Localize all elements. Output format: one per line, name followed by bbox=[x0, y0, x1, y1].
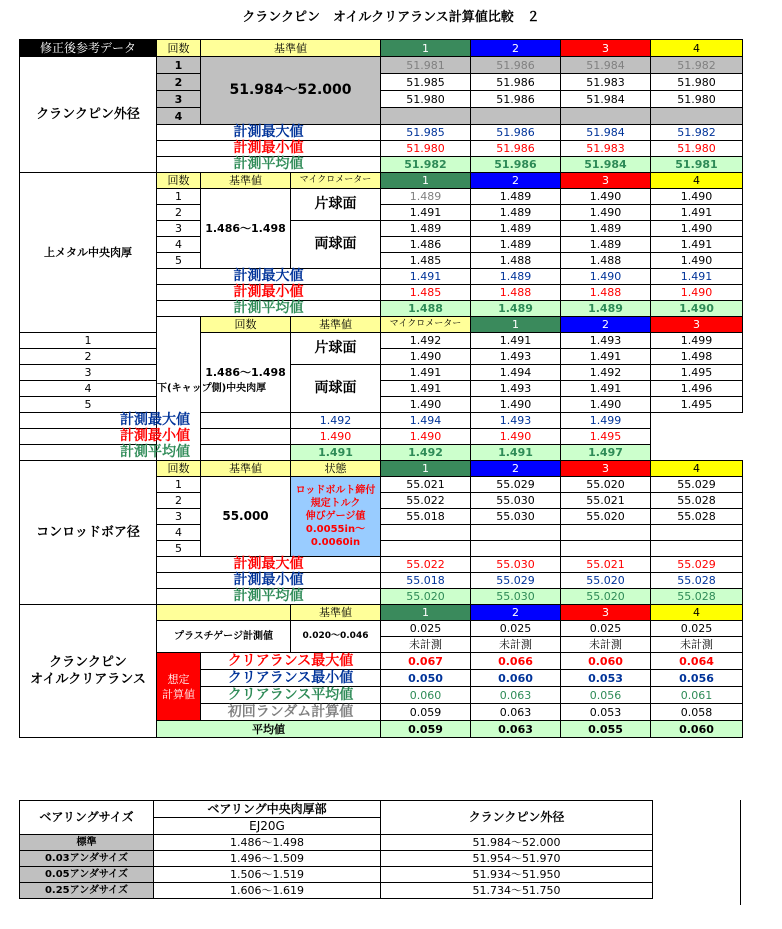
col-4-header: 4 bbox=[651, 461, 743, 477]
col-3-header: 3 bbox=[561, 461, 651, 477]
clearance-avg: 0.063 bbox=[471, 687, 561, 704]
col-1-header: 1 bbox=[381, 461, 471, 477]
lower-avg: 1.491 bbox=[471, 445, 561, 461]
lower-avg: 1.492 bbox=[381, 445, 471, 461]
bearing-pin: 51.734～51.750 bbox=[381, 883, 653, 899]
crankpin-min: 51.980 bbox=[651, 141, 743, 157]
estimate-line: 計算値 bbox=[162, 687, 195, 701]
lower-value: 1.495 bbox=[651, 365, 743, 381]
col-3-header: 3 bbox=[561, 605, 651, 621]
lower-value: 1.493 bbox=[561, 333, 651, 349]
bearing-center-header: ベアリング中央肉厚部 bbox=[154, 801, 381, 818]
conrod-value: 55.028 bbox=[651, 509, 743, 525]
conrod-max-label: 計測最大値 bbox=[157, 557, 381, 573]
row-number: 2 bbox=[157, 493, 201, 509]
conrod-avg: 55.030 bbox=[471, 589, 561, 605]
bearing-size: 0.03アンダサイズ bbox=[20, 851, 154, 867]
upper-avg-label: 計測平均値 bbox=[157, 301, 381, 317]
clearance-min: 0.060 bbox=[471, 670, 561, 687]
crankpin-value: 51.986 bbox=[471, 74, 561, 91]
lower-avg-label: 計測平均値 bbox=[20, 445, 291, 461]
crankpin-value: 51.981 bbox=[381, 57, 471, 74]
upper-value: 1.490 bbox=[651, 189, 743, 205]
state-line: 規定トルク bbox=[310, 498, 361, 509]
lower-standard: 1.486～1.498 bbox=[201, 333, 291, 413]
row-number: 2 bbox=[157, 74, 201, 91]
conrod-value bbox=[381, 541, 471, 557]
conrod-section-label: コンロッドボア径 bbox=[20, 461, 157, 605]
crankpin-min: 51.980 bbox=[381, 141, 471, 157]
clearance-min: 0.053 bbox=[561, 670, 651, 687]
upper-value: 1.488 bbox=[561, 253, 651, 269]
bearing-pin: 51.984～52.000 bbox=[381, 835, 653, 851]
crankpin-avg: 51.984 bbox=[561, 157, 651, 173]
upper-max: 1.490 bbox=[561, 269, 651, 285]
divider-line bbox=[740, 800, 741, 905]
crankpin-max: 51.984 bbox=[561, 125, 651, 141]
conrod-min: 55.020 bbox=[561, 573, 651, 589]
lower-max: 1.493 bbox=[471, 413, 561, 429]
conrod-value: 55.029 bbox=[471, 477, 561, 493]
upper-avg: 1.490 bbox=[651, 301, 743, 317]
clearance-max-label: クリアランス最大値 bbox=[201, 653, 381, 670]
col-2-header: 2 bbox=[471, 461, 561, 477]
state-line: 0.0060in bbox=[310, 537, 361, 548]
crankpin-value: 51.980 bbox=[651, 74, 743, 91]
col-2-header: 2 bbox=[471, 40, 561, 57]
clearance-name-line: クランクピン bbox=[49, 655, 127, 670]
crankpin-value: 51.986 bbox=[471, 57, 561, 74]
upper-value: 1.491 bbox=[381, 205, 471, 221]
plastigauge-value: 0.025 bbox=[471, 621, 561, 637]
crankpin-value: 51.985 bbox=[381, 74, 471, 91]
random-calc-label: 初回ランダム計算値 bbox=[201, 704, 381, 721]
clearance-max: 0.067 bbox=[381, 653, 471, 670]
crankpin-avg-label: 計測平均値 bbox=[157, 157, 381, 173]
crankpin-value: 51.986 bbox=[471, 91, 561, 108]
upper-min: 1.490 bbox=[651, 285, 743, 301]
conrod-min: 55.029 bbox=[471, 573, 561, 589]
col-3-header: 3 bbox=[651, 317, 743, 333]
plastigauge-note: 未計測 bbox=[651, 637, 743, 653]
clearance-avg: 0.060 bbox=[381, 687, 471, 704]
upper-value: 1.491 bbox=[651, 205, 743, 221]
col-4-header: 4 bbox=[651, 40, 743, 57]
standard-header: 基準値 bbox=[201, 173, 291, 189]
bearing-size: 標準 bbox=[20, 835, 154, 851]
plastigauge-value: 0.025 bbox=[561, 621, 651, 637]
upper-value: 1.489 bbox=[471, 205, 561, 221]
upper-value: 1.491 bbox=[651, 237, 743, 253]
conrod-value: 55.029 bbox=[651, 477, 743, 493]
upper-min: 1.488 bbox=[561, 285, 651, 301]
lower-value: 1.496 bbox=[651, 381, 743, 397]
plastigauge-value: 0.025 bbox=[381, 621, 471, 637]
lower-min: 1.490 bbox=[381, 429, 471, 445]
upper-min-label: 計測最小値 bbox=[157, 285, 381, 301]
upper-avg: 1.489 bbox=[471, 301, 561, 317]
lower-max: 1.499 bbox=[561, 413, 651, 429]
standard-header: 基準値 bbox=[201, 40, 381, 57]
conrod-value bbox=[651, 541, 743, 557]
lower-min-label: 計測最小値 bbox=[20, 429, 291, 445]
lower-value: 1.492 bbox=[381, 333, 471, 349]
crankpin-avg: 51.982 bbox=[381, 157, 471, 173]
lower-value: 1.491 bbox=[561, 349, 651, 365]
clearance-max: 0.060 bbox=[561, 653, 651, 670]
conrod-min: 55.028 bbox=[651, 573, 743, 589]
lower-value: 1.491 bbox=[471, 333, 561, 349]
row-number: 4 bbox=[157, 237, 201, 253]
bearing-size: 0.05アンダサイズ bbox=[20, 867, 154, 883]
crankpin-value bbox=[471, 108, 561, 125]
clearance-name-line: オイルクリアランス bbox=[30, 672, 146, 687]
bearing-center: 1.606～1.619 bbox=[154, 883, 381, 899]
conrod-avg: 55.028 bbox=[651, 589, 743, 605]
bearing-pin-header: クランクピン外径 bbox=[381, 801, 653, 835]
crankpin-value: 51.983 bbox=[561, 74, 651, 91]
lower-max-label: 計測最大値 bbox=[20, 413, 291, 429]
upper-max: 1.491 bbox=[381, 269, 471, 285]
mean-label: 平均値 bbox=[157, 721, 381, 738]
clearance-min-label: クリアランス最小値 bbox=[201, 670, 381, 687]
plastigauge-value: 0.025 bbox=[651, 621, 743, 637]
conrod-value bbox=[561, 541, 651, 557]
conrod-max: 55.022 bbox=[381, 557, 471, 573]
conrod-value: 55.020 bbox=[561, 509, 651, 525]
clearance-avg: 0.061 bbox=[651, 687, 743, 704]
plastigauge-note: 未計測 bbox=[381, 637, 471, 653]
col-2-header: 2 bbox=[471, 173, 561, 189]
col-4-header: 4 bbox=[651, 173, 743, 189]
crankpin-section-label: クランクピン外径 bbox=[20, 57, 157, 173]
upper-double-sphere: 両球面 bbox=[291, 221, 381, 269]
conrod-avg: 55.020 bbox=[561, 589, 651, 605]
lower-value: 1.490 bbox=[471, 397, 561, 413]
plastigauge-range: 0.020～0.046 bbox=[291, 621, 381, 653]
clearance-avg: 0.056 bbox=[561, 687, 651, 704]
upper-max: 1.491 bbox=[651, 269, 743, 285]
plastigauge-note: 未計測 bbox=[471, 637, 561, 653]
lower-value: 1.499 bbox=[651, 333, 743, 349]
state-line: 伸びゲージ値 bbox=[305, 511, 366, 522]
crankpin-min: 51.986 bbox=[471, 141, 561, 157]
clearance-min: 0.050 bbox=[381, 670, 471, 687]
mean-value: 0.063 bbox=[471, 721, 561, 738]
crankpin-max: 51.986 bbox=[471, 125, 561, 141]
lower-value: 1.493 bbox=[471, 381, 561, 397]
col-1-header: 1 bbox=[381, 173, 471, 189]
col-3-header: 3 bbox=[561, 40, 651, 57]
row-number: 1 bbox=[157, 57, 201, 74]
upper-value: 1.489 bbox=[471, 189, 561, 205]
row-number: 1 bbox=[20, 333, 157, 349]
clearance-section-label bbox=[20, 605, 157, 738]
upper-value: 1.490 bbox=[561, 189, 651, 205]
lower-value: 1.495 bbox=[651, 397, 743, 413]
bearing-pin: 51.954～51.970 bbox=[381, 851, 653, 867]
lower-double-sphere: 両球面 bbox=[291, 365, 381, 413]
conrod-value: 55.028 bbox=[651, 493, 743, 509]
conrod-value: 55.030 bbox=[471, 509, 561, 525]
estimate-label bbox=[157, 653, 201, 721]
lower-min: 1.490 bbox=[291, 429, 381, 445]
conrod-max: 55.030 bbox=[471, 557, 561, 573]
count-header: 回数 bbox=[157, 40, 201, 57]
crankpin-avg: 51.986 bbox=[471, 157, 561, 173]
count-header: 回数 bbox=[157, 461, 201, 477]
conrod-value: 55.020 bbox=[561, 477, 651, 493]
crankpin-value bbox=[561, 108, 651, 125]
lower-value: 1.490 bbox=[381, 349, 471, 365]
crankpin-max-label: 計測最大値 bbox=[157, 125, 381, 141]
ref-data-header: 修正後参考データ bbox=[20, 40, 157, 57]
standard-header: 基準値 bbox=[291, 605, 381, 621]
row-number: 3 bbox=[157, 221, 201, 237]
upper-standard: 1.486～1.498 bbox=[201, 189, 291, 269]
row-number: 1 bbox=[157, 477, 201, 493]
upper-value: 1.489 bbox=[471, 221, 561, 237]
upper-value: 1.488 bbox=[471, 253, 561, 269]
conrod-min-label: 計測最小値 bbox=[157, 573, 381, 589]
lower-value: 1.491 bbox=[561, 381, 651, 397]
upper-value: 1.489 bbox=[381, 189, 471, 205]
row-number: 3 bbox=[157, 91, 201, 108]
mean-value: 0.059 bbox=[381, 721, 471, 738]
clearance-max: 0.064 bbox=[651, 653, 743, 670]
plastigauge-note: 未計測 bbox=[561, 637, 651, 653]
state-header: 状態 bbox=[291, 461, 381, 477]
crankpin-value: 51.982 bbox=[651, 57, 743, 74]
state-line: ロッドボルト締付 bbox=[295, 485, 376, 496]
row-number: 4 bbox=[20, 381, 157, 397]
upper-max-label: 計測最大値 bbox=[157, 269, 381, 285]
col-1-header: 1 bbox=[381, 40, 471, 57]
bearing-size-header: ベアリングサイズ bbox=[20, 801, 154, 835]
upper-section-label: 上メタル中央肉厚 bbox=[20, 173, 157, 333]
clearance-table bbox=[19, 39, 743, 738]
upper-max: 1.489 bbox=[471, 269, 561, 285]
conrod-avg-label: 計測平均値 bbox=[157, 589, 381, 605]
conrod-value: 55.030 bbox=[471, 493, 561, 509]
crankpin-value: 51.984 bbox=[561, 57, 651, 74]
conrod-value bbox=[471, 541, 561, 557]
page-title: クランクピン オイルクリアランス計算値比較 ２ bbox=[242, 10, 540, 25]
bearing-center: 1.506～1.519 bbox=[154, 867, 381, 883]
lower-value: 1.491 bbox=[381, 381, 471, 397]
lower-value: 1.492 bbox=[561, 365, 651, 381]
conrod-value: 55.022 bbox=[381, 493, 471, 509]
crankpin-value: 51.980 bbox=[651, 91, 743, 108]
conrod-value bbox=[471, 525, 561, 541]
lower-min: 1.490 bbox=[471, 429, 561, 445]
crankpin-value bbox=[381, 108, 471, 125]
col-3-header: 3 bbox=[561, 173, 651, 189]
estimate-line: 想定 bbox=[167, 672, 190, 686]
engine-code: EJ20G bbox=[154, 818, 381, 835]
row-number: 5 bbox=[20, 397, 157, 413]
random-calc: 0.059 bbox=[381, 704, 471, 721]
lower-value: 1.490 bbox=[561, 397, 651, 413]
upper-value: 1.489 bbox=[561, 221, 651, 237]
lower-value: 1.498 bbox=[651, 349, 743, 365]
lower-avg: 1.497 bbox=[561, 445, 651, 461]
lower-value: 1.494 bbox=[471, 365, 561, 381]
crankpin-standard: 51.984～52.000 bbox=[201, 57, 381, 125]
col-2-header: 2 bbox=[471, 605, 561, 621]
bearing-size-table bbox=[19, 800, 653, 899]
lower-avg: 1.491 bbox=[291, 445, 381, 461]
upper-value: 1.490 bbox=[561, 205, 651, 221]
row-number: 1 bbox=[157, 189, 201, 205]
crankpin-min-label: 計測最小値 bbox=[157, 141, 381, 157]
crankpin-value: 51.980 bbox=[381, 91, 471, 108]
lower-section-label: 下(キャップ側)中央肉厚 bbox=[157, 317, 201, 461]
crankpin-avg: 51.981 bbox=[651, 157, 743, 173]
upper-avg: 1.489 bbox=[561, 301, 651, 317]
col-1-header: 1 bbox=[381, 605, 471, 621]
upper-value: 1.490 bbox=[651, 253, 743, 269]
clearance-blank bbox=[157, 605, 291, 621]
mean-value: 0.060 bbox=[651, 721, 743, 738]
standard-header: 基準値 bbox=[201, 461, 291, 477]
conrod-value bbox=[561, 525, 651, 541]
row-number: 3 bbox=[157, 509, 201, 525]
row-number: 5 bbox=[157, 253, 201, 269]
upper-single-sphere: 片球面 bbox=[291, 189, 381, 221]
col-1-header: 1 bbox=[471, 317, 561, 333]
conrod-value: 55.021 bbox=[381, 477, 471, 493]
conrod-max: 55.021 bbox=[561, 557, 651, 573]
bearing-size: 0.25アンダサイズ bbox=[20, 883, 154, 899]
upper-value: 1.486 bbox=[381, 237, 471, 253]
lower-value: 1.490 bbox=[381, 397, 471, 413]
bearing-pin: 51.934～51.950 bbox=[381, 867, 653, 883]
conrod-value: 55.021 bbox=[561, 493, 651, 509]
count-header: 回数 bbox=[157, 173, 201, 189]
row-number: 4 bbox=[157, 525, 201, 541]
lower-max: 1.494 bbox=[381, 413, 471, 429]
crankpin-value bbox=[651, 108, 743, 125]
conrod-min: 55.018 bbox=[381, 573, 471, 589]
clearance-min: 0.056 bbox=[651, 670, 743, 687]
conrod-value bbox=[381, 525, 471, 541]
upper-avg: 1.488 bbox=[381, 301, 471, 317]
state-line: 0.0055in～ bbox=[305, 524, 366, 535]
conrod-standard: 55.000 bbox=[201, 477, 291, 557]
col-4-header: 4 bbox=[651, 605, 743, 621]
micrometer-header: マイクロメーター bbox=[381, 317, 471, 333]
conrod-value bbox=[651, 525, 743, 541]
upper-value: 1.485 bbox=[381, 253, 471, 269]
crankpin-value: 51.984 bbox=[561, 91, 651, 108]
upper-value: 1.489 bbox=[471, 237, 561, 253]
crankpin-max: 51.985 bbox=[381, 125, 471, 141]
conrod-avg: 55.020 bbox=[381, 589, 471, 605]
conrod-value: 55.018 bbox=[381, 509, 471, 525]
clearance-max: 0.066 bbox=[471, 653, 561, 670]
mean-value: 0.055 bbox=[561, 721, 651, 738]
crankpin-max: 51.982 bbox=[651, 125, 743, 141]
plastigauge-label: プラスチゲージ計測値 bbox=[157, 621, 291, 653]
lower-max: 1.492 bbox=[291, 413, 381, 429]
micrometer-header: マイクロメーター bbox=[291, 173, 381, 189]
random-calc: 0.053 bbox=[561, 704, 651, 721]
random-calc: 0.058 bbox=[651, 704, 743, 721]
row-number: 3 bbox=[20, 365, 157, 381]
row-number: 2 bbox=[20, 349, 157, 365]
lower-value: 1.493 bbox=[471, 349, 561, 365]
row-number: 4 bbox=[157, 108, 201, 125]
upper-value: 1.489 bbox=[561, 237, 651, 253]
row-number: 5 bbox=[157, 541, 201, 557]
upper-min: 1.488 bbox=[471, 285, 561, 301]
clearance-avg-label: クリアランス平均値 bbox=[201, 687, 381, 704]
crankpin-min: 51.983 bbox=[561, 141, 651, 157]
upper-min: 1.485 bbox=[381, 285, 471, 301]
count-header: 回数 bbox=[201, 317, 291, 333]
row-number: 2 bbox=[157, 205, 201, 221]
random-calc: 0.063 bbox=[471, 704, 561, 721]
bearing-center: 1.486～1.498 bbox=[154, 835, 381, 851]
upper-value: 1.490 bbox=[651, 221, 743, 237]
bearing-center: 1.496～1.509 bbox=[154, 851, 381, 867]
lower-single-sphere: 片球面 bbox=[291, 333, 381, 365]
col-2-header: 2 bbox=[561, 317, 651, 333]
upper-value: 1.489 bbox=[381, 221, 471, 237]
conrod-max: 55.029 bbox=[651, 557, 743, 573]
conrod-state-note bbox=[291, 477, 381, 557]
standard-header: 基準値 bbox=[291, 317, 381, 333]
lower-min: 1.495 bbox=[561, 429, 651, 445]
lower-value: 1.491 bbox=[381, 365, 471, 381]
